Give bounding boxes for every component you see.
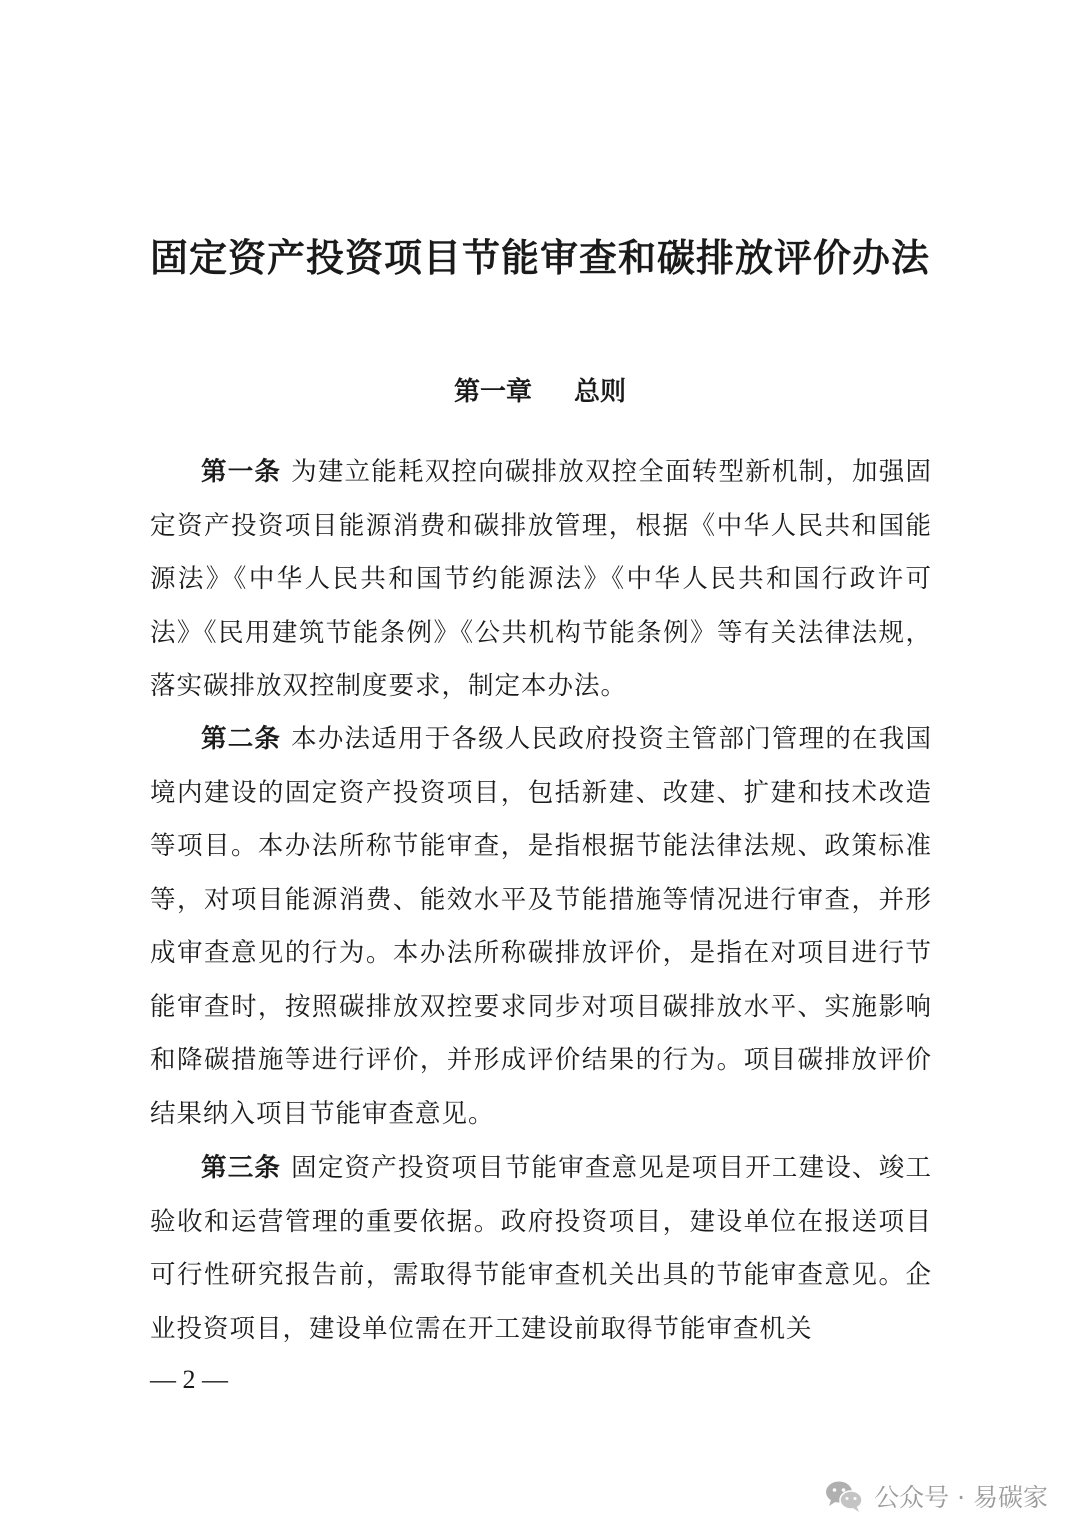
article-2 [150,713,932,1141]
chapter-name: 总则 [574,377,627,407]
article-3 [150,1142,932,1356]
watermark [824,1476,1048,1516]
document-title: 固定资产投资项目节能审查和碳排放评价办法 [149,235,930,280]
article-number: 第二条 [201,724,282,754]
watermark-text: 公众号 · 易碳家 [874,1483,1048,1512]
chapter-heading [0,368,1080,416]
article-1 [150,446,932,714]
chapter-number: 第一章 [453,377,532,407]
article-text: 本办法适用于各级人民政府投资主管部门管理的在我国境内建设的固定资产投资项目，包括新建、改建、扩建和技术改造等项目。本办法所称节能审查，是指根据节能法律法规、政策标准等，对项目能源消费、能效水平及节能措施等情况进行审查，并形成审查意见的行为。本办法所称碳排放评价，是指在对项目进行节能审查时，按照碳排放双控要求同步对项目碳排放水平、实施影响和降碳措施等进行评价，并形成评价结果的行为。项目碳排放评价结果纳入项目节能审查意见。 [150,724,932,1129]
page-number: — 2 — [150,1365,228,1394]
wechat-icon [824,1479,864,1513]
article-text: 固定资产投资项目节能审查意见是项目开工建设、竣工验收和运营管理的重要依据。政府投资项目，建设单位在报送项目可行性研究报告前，需取得节能审查机关出具的节能审查意见。企业投资项目，建设单位需在开工建设前取得节能审查机关 [150,1153,932,1344]
article-number: 第一条 [201,457,282,487]
article-number: 第三条 [201,1153,282,1183]
article-text: 为建立能耗双控向碳排放双控全面转型新机制，加强固定资产投资项目能源消费和碳排放管理，根据《中华人民共和国能源法》《中华人民共和国节约能源法》《中华人民共和国行政许可法》《民用建筑节能条例》《公共机构节能条例》等有关法律法规，落实碳排放双控制度要求，制定本办法。 [150,457,932,701]
